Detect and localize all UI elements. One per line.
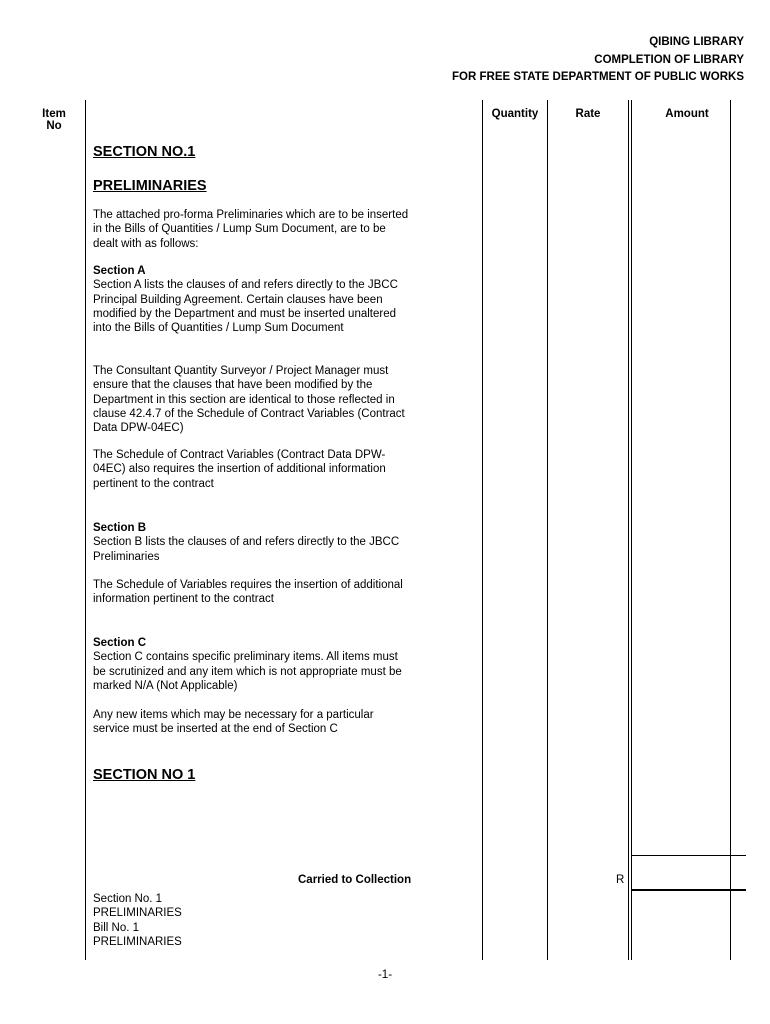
section-title: SECTION NO.1 xyxy=(93,144,196,160)
column-rate-heading: Rate xyxy=(575,108,601,120)
section-b-text: Section B lists the clauses of and refers directly to the JBCC Preliminaries xyxy=(93,536,400,563)
column-divider-quantity xyxy=(482,100,483,960)
section-b-heading: Section B xyxy=(93,522,147,534)
total-rule-top xyxy=(631,855,746,856)
section-c-block xyxy=(93,636,413,693)
column-amount-heading: Amount xyxy=(665,108,709,120)
column-item-heading xyxy=(34,108,74,132)
section-b-paragraph-2: The Schedule of Variables requires the insertion of additional information pertinent to the contract xyxy=(93,579,403,606)
footer-section-name: PRELIMINARIES xyxy=(93,907,182,920)
header-line-3: FOR FREE STATE DEPARTMENT OF PUBLIC WORKS xyxy=(452,71,744,83)
column-item-label: Item xyxy=(42,108,66,120)
header-line-1: QIBING LIBRARY xyxy=(649,36,744,48)
section-a-heading: Section A xyxy=(93,265,146,277)
footer-bill-no: Bill No. 1 xyxy=(93,921,140,934)
section-a-paragraph-3: The Schedule of Contract Variables (Contract Data DPW-04EC) also requires the insertion of additional information pertinent to the contract xyxy=(93,449,386,490)
page-number: -1- xyxy=(377,969,393,981)
header-line-2: COMPLETION OF LIBRARY xyxy=(594,54,744,66)
section-b-block xyxy=(93,521,413,564)
column-divider-rate xyxy=(547,100,548,960)
footer-section-no: Section No. 1 xyxy=(93,893,163,905)
section-a-block xyxy=(93,264,413,335)
section-c-heading: Section C xyxy=(93,637,147,649)
currency-symbol: R xyxy=(616,874,625,886)
section-c-paragraph-2: Any new items which may be necessary for a particular service must be inserted at the end of Section C xyxy=(93,709,374,736)
section-subtitle: PRELIMINARIES xyxy=(93,178,207,194)
section-c-text: Section C contains specific preliminary items. All items must be scrutinized and any item which is not appropriate must be marked N/A (Not Applicable) xyxy=(93,651,402,692)
column-divider-amount-left-1 xyxy=(628,100,629,960)
section-a-paragraph-2: The Consultant Quantity Surveyor / Project Manager must ensure that the clauses that have been modified by the Department in this section are identical to those reflected in clause 42.4.7 of the Schedule of Contract Variables (Contract Data DPW-04EC) xyxy=(93,365,405,435)
total-rule-bottom xyxy=(631,889,746,891)
column-divider-item xyxy=(85,100,86,960)
column-divider-amount-right xyxy=(730,100,731,960)
column-divider-amount-left-2 xyxy=(631,100,632,960)
bill-reference xyxy=(93,892,182,949)
section-a-text: Section A lists the clauses of and refers directly to the JBCC Principal Building Agreement. Certain clauses have been modified by the Department and must be inserted unaltered into the Bills of Quantities / Lump Sum Document xyxy=(93,279,398,335)
column-quantity-heading: Quantity xyxy=(491,108,539,120)
column-item-no-label: No xyxy=(46,120,62,132)
carried-to-collection-label: Carried to Collection xyxy=(298,874,412,886)
section-end-title: SECTION NO 1 xyxy=(93,767,196,783)
footer-bill-name: PRELIMINARIES xyxy=(93,935,182,948)
intro-paragraph: The attached pro-forma Preliminaries which are to be inserted in the Bills of Quantities / Lump Sum Document, are to be dealt with as follows: xyxy=(93,209,409,250)
